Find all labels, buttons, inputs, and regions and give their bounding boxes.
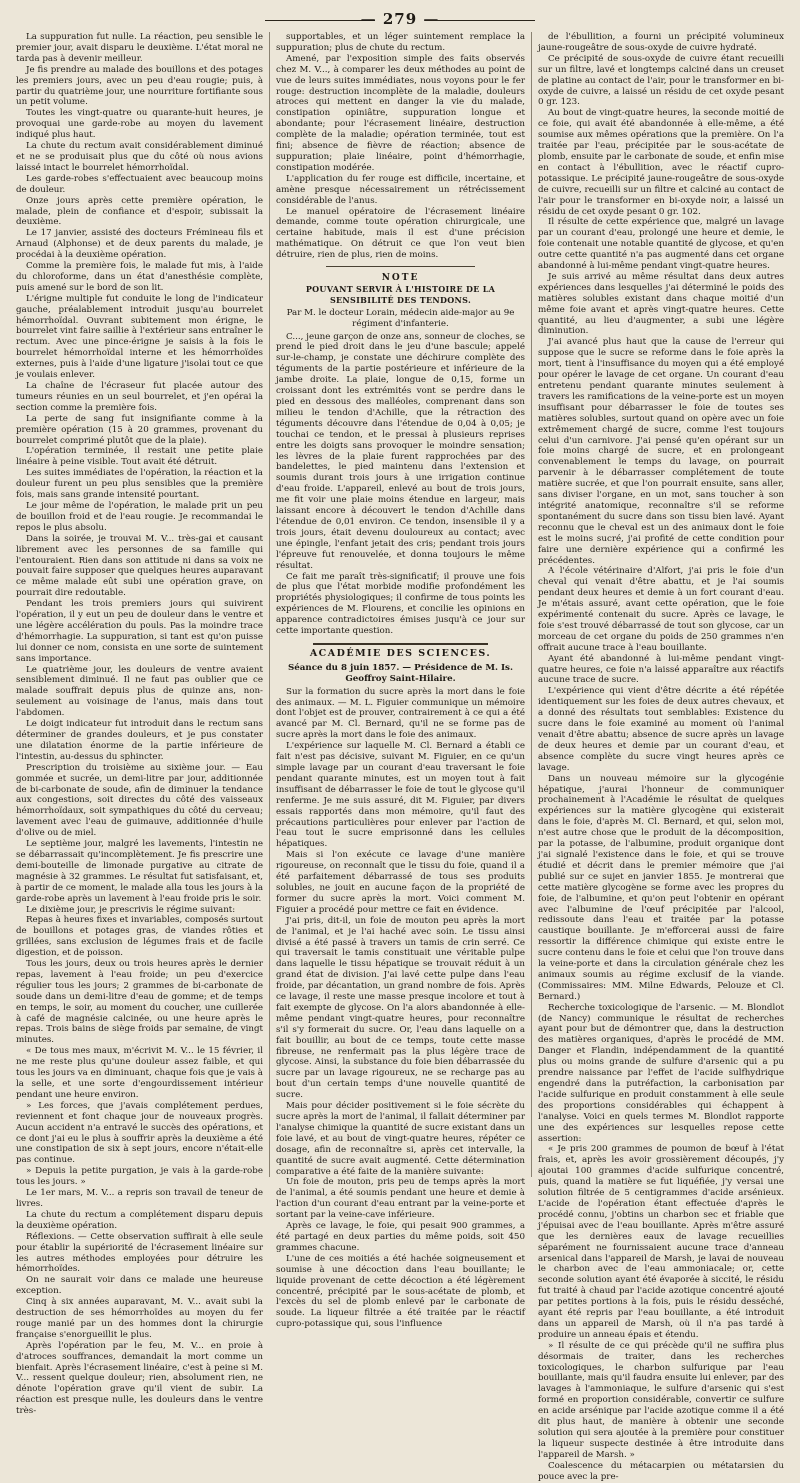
paragraph: Le septième jour, malgré les lavements, l'intestin ne se débarrassait qu'incomplètement. Je fis prescrire une demi-bouteille de limonade purgative au citrate de magnésie à 32 grammes. Le résultat fut satisfaisant, et, à partir de ce moment, le malade alla tous les jours à la garde-robe après un lavement à l'eau froide pris le soir.: [16, 839, 263, 904]
paragraph: » Il résulte de ce qui précède qu'il ne suffira plus désormais de traiter, dans les recherches toxicologiques, le charbon sulfurique par l'eau bouillante, mais qu'il faudra ensuite lui enlever, par des lavages à l'ammoniaque, le sulfure d'arsenic qui s'est formé en proportion considérable, convertir ce sulfure en acide arsénique par l'acide azotique comme il a été dit plus haut, de manière à obtenir une seconde solution qui sera ajoutée à la première pour constituer la liqueur suspecte destinée à être introduite dans l'appareil de Marsh. »: [538, 1340, 784, 1460]
paragraph: L'une de ces moitiés a été hachée soigneusement et soumise à une décoction dans l'eau bouillante; le liquide provenant de cette décoction a été légèrement concentré, précipité par le sous-acétate de plomb, et l'excès du sel de plomb enlevé par le carbonate de soude. La liqueur filtrée a été traitée par le réactif cupro-potassique qui, sous l'influence: [276, 1253, 525, 1330]
paragraph: L'application du fer rouge est difficile, incertaine, et amène presque nécessairement un rétrécissement considérable de l'anus.: [276, 173, 525, 206]
paragraph: Ayant été abandonné à lui-même pendant vingt-quatre heures, ce foie n'a laissé apparaître aux réactifs aucune trace de sucre.: [538, 653, 784, 686]
header-rule-right: [425, 20, 535, 21]
paragraph: J'ai pris, dit-il, un foie de mouton peu après la mort de l'animal, et je l'ai haché avec soin. Le tissu ainsi divisé a été passé à travers un tamis de crin serré. Ce qui traversait le tamis constituait une véritable pulpe dans laquelle le tissu hépatique se trouvait réduit à un grand état de division. J'ai lavé cette pulpe dans l'eau froide, par décantation, un grand nombre de fois. Après ce lavage, il reste une masse presque incolore et tout à fait exempte de glycose. On l'a alors abandonnée à elle-même pendant vingt-quatre heures, pour reconnaître s'il s'y formerait du sucre. Or, l'eau dans laquelle on a fait bouillir, au bout de ce temps, toute cette masse fibreuse, ne renfermait pas la plus légère trace de glycose. Ainsi, la substance du foie bien débarrassée du sucre par un lavage rigoureux, ne se recharge pas au bout d'un certain temps d'une nouvelle quantité de sucre.: [276, 915, 525, 1101]
paragraph: L'expérience qui vient d'être décrite a été répétée identiquement sur les foies de deux autres chevaux, et a donné des résultats tout semblables: Existence du sucre dans le foie examiné au moment où l'animal venait d'être abattu; absence de sucre après un lavage de deux heures et demie par un courant d'eau, et absence complète du sucre vingt heures après ce lavage.: [538, 686, 784, 773]
paragraph: L'opération terminée, il restait une petite plaie linéaire à peine visible. Tout avait été détruit.: [16, 446, 263, 468]
academie-session: Séance du 8 juin 1857. — Présidence de M. Is. Geoffroy Saint-Hilaire.: [288, 662, 513, 684]
paragraph: Les suites immédiates de l'opération, la réaction et la douleur furent un peu plus sensibles que la première fois, mais sans grande intensité pourtant.: [16, 468, 263, 501]
paragraph: Prescription du troisième au sixième jour. — Eau gommée et sucrée, un demi-litre par jour, additionnée de bi-carbonate de soude, afin de diminuer la tendance aux congestions, soit directes du côté des vaisseaux hémorrhoïdaux, soit sympathiques du côté du cerveau; lavement avec l'eau de guimauve, additionnée d'huile d'olive ou de miel.: [16, 762, 263, 839]
paragraph: » Depuis la petite purgation, je vais à la garde-robe tous les jours. »: [16, 1166, 263, 1188]
paragraph: » Les forces, que j'avais complétement perdues, reviennent et font chaque jour de nouveaux progrès. Aucun accident n'a entravé le succès des opérations, et ce dont j'ai eu le plus à souffrir après la deuxième a été une constipation de six à sept jours, encore n'était-elle pas continue.: [16, 1100, 263, 1166]
paragraph: Le quatrième jour, les douleurs de ventre avaient sensiblement diminué. Il ne faut pas oublier que ce malade souffrait depuis plus de quinze ans, non-seulement au voisinage de l'anus, mais dans tout l'abdomen.: [16, 664, 263, 719]
note-body: [276, 332, 525, 637]
paragraph: La perte de sang fut insignifiante comme à la première opération (15 à 20 grammes, provenant du bourrelet comprimé plutôt que de la plaie).: [16, 413, 263, 446]
paragraph: Après ce lavage, le foie, qui pesait 900 grammes, a été partagé en deux parties du même poids, soit 450 grammes chacune.: [276, 1221, 525, 1253]
paragraph: Coalescence du métacarpien ou métatarsien du pouce avec la pre-: [538, 1460, 784, 1482]
separator: [326, 266, 475, 267]
paragraph: Le manuel opératoire de l'écrasement linéaire demande, comme toute opération chirurgicale, une certaine habitude, mais il est d'une précision mathématique. On détruit ce que l'on veut bien détruire, rien de plus, rien de moins.: [276, 206, 525, 261]
section-separator: [313, 643, 487, 645]
paragraph: Un foie de mouton, pris peu de temps après la mort de l'animal, a été soumis pendant une heure et demie à l'action d'un courant d'eau entrant par la veine-porte et sortant par la veine-cave inférieure.: [276, 1177, 525, 1221]
page-header: [10, 8, 790, 32]
paragraph: Tous les jours, deux ou trois heures après le dernier repas, lavement à l'eau froide; un peu d'exercice régulier tous les jours; 2 grammes de bi-carbonate de soude dans un demi-litre d'eau de gomme; et de temps en temps, le soir, au moment du coucher, une cuillerée à café de magnésie calcinée, ou une heure après le repas. Trois bains de siège froids par semaine, de vingt minutes.: [16, 959, 263, 1046]
paragraph: Au bout de vingt-quatre heures, la seconde moitié de ce foie, qui avait été abandonnée à elle-même, a été soumise aux mêmes opérations que la première. On l'a traitée par l'eau, précipitée par le sous-acétate de plomb, ensuite par le carbonate de soude, et enfin mise en contact à l'ébullition, avec le réactif cupro-potassique. Le précipité jaune-rougeâtre de sous-oxyde de cuivre, recueilli sur un filtre et calciné au contact de l'air pour le transformer en bi-oxyde noir, a laissé un résidu de cet oxyde pesant 0 gr. 102.: [538, 108, 784, 217]
paragraph: Pendant les trois premiers jours qui suivirent l'opération, il y eut un peu de douleur dans le ventre et une légère accélération du pouls. Pas la moindre trace d'hémorrhagie. La suppuration, si tant est qu'on puisse lui donner ce nom, consista en une sorte de suintement sans importance.: [16, 599, 263, 664]
paragraph: « De tous mes maux, m'écrivit M. V... le 15 février, il ne me reste plus qu'une douleur assez faible, et qui tous les jours va en diminuant, chaque fois que je vais à la selle, et une sorte d'engourdissement intérieur pendant une heure environ.: [16, 1046, 263, 1100]
page-number: — 279 —: [360, 10, 440, 28]
paragraph: Le dixième jour, je prescrivis le régime suivant:: [26, 904, 236, 915]
paragraph: Le 17 janvier, assisté des docteurs Frémineau fils et Arnaud (Alphonse) et de deux parents du malade, je procédai à la deuxième opération.: [16, 228, 263, 261]
column-2: [269, 32, 531, 1330]
paragraph: Onze jours après cette première opération, le malade, plein de confiance et d'espoir, subissait la deuxième.: [16, 195, 263, 228]
paragraph: Mais pour décider positivement si le foie sécrète du sucre après la mort de l'animal, il fallait déterminer par l'analyse chimique la quantité de sucre existant dans un foie lavé, et au bout de vingt-quatre heures, répéter ce dosage, afin de reconnaître si, après cet intervalle, la quantité de sucre avait augmenté. Cette détermination comparative a été faite de la manière suivante:: [276, 1101, 525, 1177]
paragraph: Mais si l'on exécute ce lavage d'une manière rigoureuse, on reconnaît que le tissu du foie, quand il a été parfaitement débarrassé de tous ses produits solubles, ne jouit en aucune façon de la propriété de former du sucre après la mort. Voici comment M. Figuier a procédé pour mettre ce fait en évidence.: [276, 850, 525, 915]
paragraph: Le 1er mars, M. V... a repris son travail de teneur de livres.: [16, 1188, 263, 1209]
paragraph: Les garde-robes s'effectuaient avec beaucoup moins de douleur.: [16, 173, 263, 195]
paragraph: La chute du rectum a complétement disparu depuis la deuxième opération.: [16, 1209, 263, 1231]
note-title: NOTE: [381, 273, 420, 284]
paragraph: de l'ébullition, a fourni un précipité volumineux jaune-rougeâtre de sous-oxyde de cuivre hydraté.: [538, 32, 784, 53]
note-subtitle: POUVANT SERVIR À L'HISTOIRE DE LA SENSIBILITÉ DES TENDONS.: [305, 283, 496, 305]
paragraph: Après l'opération par le feu, M. V... en proie à d'atroces souffrances, demandait la mort comme un bienfait. Après l'écrasement linéaire, c'est à peine si M. V... ressent quelque douleur; rien, absolument rien, ne dénote l'opération grave qu'il vient de subir. La réaction est presque nulle, les douleurs dans le ventre très-: [16, 1340, 263, 1417]
paragraph: Je suis arrivé au même résultat dans deux autres expériences dans lesquelles j'ai déterminé le poids des matières solubles existant dans chaque moitié d'un même foie avant et après vingt-quatre heures. Cette quantité, au lieu d'augmenter, a subi une légère diminution.: [538, 271, 784, 337]
paragraph: Recherche toxicologique de l'arsenic. — M. Blondlot (de Nancy) communique le résultat de recherches ayant pour but de démontrer que, dans la destruction des matières organiques, d'après le procédé de MM. Danger et Flandin, indépendamment de la quantité plus ou moins grande de sulfure d'arsenic qui a pu prendre naissance par l'effet de l'acide sulfhydrique engendré dans la putréfaction, la carbonisation par l'acide sulfurique en produit constamment à elle seule des proportions considérables qui échappent à l'analyse. Voici en quels termes M. Blondlot rapporte une des expériences sur lesquelles repose cette assertion:: [538, 1002, 784, 1144]
paragraph: Sur la formation du sucre après la mort dans le foie des animaux. — M. L. Figuier communique un mémoire dont l'objet est de prouver, contrairement à ce qui a été avancé par M. Cl. Bernard, qu'il ne se forme pas de sucre après la mort dans le foie des animaux.: [276, 686, 525, 741]
paragraph: Je fis prendre au malade des bouillons et des potages les premiers jours, avec un peu d'eau rougie; puis, à partir du quatrième jour, une nourriture fortifiante sous un petit volume.: [16, 64, 263, 108]
paragraph: J'ai avancé plus haut que la cause de l'erreur qui suppose que le sucre se reforme dans le foie après la mort, tient à l'insuffisance du moyen qui a été employé pour opérer le lavage de cet organe. Un courant d'eau entretenu pendant quarante minutes seulement à travers les ramifications de la veine-porte est un moyen insuffisant pour débarrasser le foie de toutes ses matières solubles, surtout quand on opère avec un foie extrêmement chargé de sucre, comme l'est toujours celui d'un carnivore. J'ai pensé qu'en opérant sur un foie moins chargé de sucre, et en prolongeant convenablement le temps du lavage, on pourrait parvenir à le débarrasser complétement de toute matière sucrée, et que l'on pourrait ensuite, sans aller, sans diviser l'organe, en un mot, sans toucher à son intégrité anatomique, reconnaître s'il se reforme spontanément du sucre dans son tissu bien lavé. Ayant reconnu que le cheval est un des animaux dont le foie est le moins sucré, j'ai profité de cette condition pour faire une dernière expérience qui a confirmé les précédentes.: [538, 337, 784, 566]
column-1: [10, 32, 269, 1417]
paragraph: La chute du rectum avait considérablement diminué et ne se produisait plus que du côté où nous avions laissé intact le bourrelet hémorrhoïdal.: [16, 141, 263, 173]
paragraph: L'expérience sur laquelle M. Cl. Bernard a établi ce fait n'est pas décisive, suivant M. Figuier, en ce qu'un simple lavage par un courant d'eau traversant le foie pendant quarante minutes, est un moyen tout à fait insuffisant de débarrasser le foie de tout le glycose qu'il renferme. Je me suis assuré, dit M. Figuier, par divers essais rapportés dans mon mémoire, qu'il faut des précautions particulières pour enlever par l'action de l'eau tout le sucre emprisonné dans les cellules hépatiques.: [276, 741, 525, 850]
column-3: [531, 32, 790, 1482]
paragraph: Réflexions. — Cette observation suffirait à elle seule pour établir la supériorité de l'écrasement linéaire sur les autres méthodes employées pour détruire les hémorrhoïdes.: [16, 1231, 263, 1275]
paragraph: Il résulte de cette expérience que, malgré un lavage par un courant d'eau, prolongé une heure et demie, le foie contenait une notable quantité de glycose, et qu'en outre cette quantité n'a pas augmenté dans cet organe abandonné à lui-même pendant vingt-quatre heures.: [538, 217, 784, 272]
paragraph: « Je pris 200 grammes de poumon de bœuf à l'état frais, et, après les avoir grossièrement découpés, j'y ajoutai 100 grammes d'acide sulfurique concentré, puis, quand la matière se fut liquéfiée, j'y versai une solution filtrée de 5 centigrammes d'acide arsénieux. L'acide de l'opération étant effectuée d'après le procédé connu, j'obtins un charbon sec et friable que j'épuisai avec de l'eau bouillante. Après m'être assuré que les dernières eaux de lavage recueillies séparément ne fournissaient aucune trace d'anneau arsenical dans l'appareil de Marsh, je lavai de nouveau le charbon avec de l'eau ammoniacale; or, cette seconde solution ayant été évaporée à siccité, le résidu fut traité à chaud par l'acide azotique concentré ajouté par petites portions à la fois, puis le résidu desséché, ayant été repris par l'eau bouillante, a été introduit dans un appareil de Marsh, où il n'a pas tardé à produire un anneau épais et étendu.: [538, 1144, 784, 1340]
paragraph: Amené, par l'exposition simple des faits observés chez M. V..., à comparer les deux méthodes au point de vue de leurs suites immédiates, nous voyons pour le fer rouge: destruction incomplète de la maladie, douleurs atroces qui mettent en danger la vie du malade, constipation opiniâtre, suppuration longue et abondante; pour l'écrasement linéaire, destruction complète de la maladie; opération terminée, tout est fini; absence de fièvre de réaction; absence de suppuration; plaie linéaire, point d'hémorrhagie, constipation modérée.: [276, 53, 525, 173]
paragraph: L'érigne multiple fut conduite le long de l'indicateur gauche, préalablement introduit jusqu'au bourrelet hémorrhoïdal. Ouvrant subitement mon érigne, le bourrelet vint faire saillie à l'extérieur sans entraîner le rectum. Avec une pince-érigne je saisis à la fois le bourrelet hémorrhoïdal interne et les hémorrhoïdes externes, puis à l'aide d'une ligature j'isolai tout ce que je voulais enlever.: [16, 293, 263, 381]
columns: [10, 32, 790, 1482]
paragraph: Ce fait me paraît très-significatif; il prouve une fois de plus que l'état morbide modifie profondément les propriétés physiologiques; il confirme de tous points les expériences de M. Flourens, et concilie les opinions en apparence contradictoires émises jusqu'à ce jour sur cette importante question.: [276, 571, 525, 637]
paragraph: supportables, et un léger suintement remplace la suppuration; plus de chute du rectum.: [276, 32, 525, 53]
paragraph: Repas à heures fixes et invariables, composés surtout de bouillons et potages gras, de viandes rôties et grillées, sans exclusion de légumes frais et de facile digestion, et de poisson.: [16, 915, 263, 959]
academie-title: ACADÉMIE DES SCIENCES.: [309, 647, 492, 659]
academie-body: [276, 687, 525, 1330]
paragraph: C..., jeune garçon de onze ans, sonneur de cloches, se prend le pied droit dans le jeu d'une bascule; appelé sur-le-champ, je constate une déchirure complète des téguments de la partie postérieure et inférieure de la jambe droite. La plaie, longue de 0,15, forme un croissant dont les extrémités vont se perdre dans le pied en dessous des malléoles, comprenant dans son milieu le tendon d'Achille, que la rétraction des téguments découvre dans l'étendue de 0,04 à 0,05; je touchai ce tendon, et le pressai à plusieurs reprises entre les doigts sans provoquer le moindre sensation; les lèvres de la plaie furent rapprochées par des bandelettes, le pied maintenu dans l'extension et soumis durant trois jours à une irrigation continue d'eau froide. L'appareil, enlevé au bout de trois jours, me fit voir une plaie moins étendue en largeur, mais laissant encore à découvert le tendon d'Achille dans l'étendue de 0,01 environ. Ce tendon, insensible il y a trois jours, était devenu douloureux au contact; avec une épingle, l'enfant jetait des cris; pendant trois jours l'épreuve fut renouvelée, et donna toujours le même résultat.: [276, 331, 525, 571]
paragraph: Dans la soirée, je trouvai M. V... très-gai et causant librement avec les personnes de sa famille qui l'entouraient. Rien dans son attitude ni dans sa voix ne pouvait faire supposer que quelques heures auparavant ce même malade eût subi une opération grave, on pourrait dire redoutable.: [16, 533, 263, 599]
paragraph: Dans un nouveau mémoire sur la glycogénie hépatique, j'aurai l'honneur de communiquer prochainement à l'Académie le résultat de quelques expériences sur la matière glycogène qui existerait dans le foie, d'après M. Cl. Bernard, et qui, selon moi, n'est autre chose que le produit de la décomposition, par la potasse, de l'albumine, produit organique dont j'ai signalé l'existence dans le foie, et qui se trouve étudié et décrit dans le premier mémoire que j'ai publié sur ce sujet en janvier 1855. Je montrerai que cette matière glycogène se forme avec les propres du foie, de l'albumine, et qu'on peut l'obtenir en opérant avec l'albumine de l'œuf précipitée par l'alcool, redissoute dans l'eau et traitée par la potasse caustique bouillante. Je m'efforcerai aussi de faire ressortir la différence chimique qui existe entre le sucre contenu dans le foie et celui que l'on trouve dans la veine-porte et dans la circulation générale chez les animaux soumis au régime exclusif de la viande. (Commissaires: MM. Milne Edwards, Pelouze et Cl. Bernard.): [538, 773, 784, 1002]
paragraph: La suppuration fut nulle. La réaction, peu sensible le premier jour, avait disparu le deuxième. L'état moral ne tarda pas à devenir meilleur.: [16, 32, 263, 64]
note-byline: Par M. le docteur Lorain, médecin aide-major au 9e régiment d'infanterie.: [286, 307, 515, 329]
paragraph: Toutes les vingt-quatre ou quarante-huit heures, je provoquai une garde-robe au moyen du lavement indiqué plus haut.: [16, 108, 263, 141]
paragraph: Comme la première fois, le malade fut mis, à l'aide du chloroforme, dans un état d'anesthésie complète, puis amené sur le bord de son lit.: [16, 261, 263, 293]
paragraph: Ce précipité de sous-oxyde de cuivre étant recueilli sur un filtre, lavé et longtemps calciné dans un creuset de platine au contact de l'air, pour le transformer en bi-oxyde de cuivre, a laissé un résidu de cet oxyde pesant 0 gr. 123.: [538, 53, 784, 108]
paragraph: Cinq à six années auparavant, M. V... avait subi la destruction de ses hémorrhoïdes au moyen du fer rouge manié par un des hommes dont la chirurgie française s'enorgueillit le plus.: [16, 1297, 263, 1340]
paragraph: On ne saurait voir dans ce malade une heureuse exception.: [16, 1275, 263, 1297]
paragraph: La chaîne de l'écraseur fut placée autour des tumeurs réunies en un seul bourrelet, et j'en opérai la section comme la première fois.: [16, 381, 263, 413]
paragraph: Le jour même de l'opération, le malade prit un peu de bouillon froid et de l'eau rougie. Je recommandai le repos le plus absolu.: [16, 500, 263, 533]
article-continuation: [276, 32, 525, 261]
paragraph: Le doigt indicateur fut introduit dans le rectum sans déterminer de grandes douleurs, et je pus constater une dilatation énorme de la partie inférieure de l'intestin, au-dessus du sphincter.: [16, 719, 263, 762]
paragraph: A l'école vétérinaire d'Alfort, j'ai pris le foie d'un cheval qui venait d'être abattu, et je l'ai soumis pendant deux heures et demie à un fort courant d'eau. Je m'étais assuré, avant cette opération, que le foie expérimenté contenait du sucre. Après ce lavage, le foie s'est trouvé débarrassé de tout son glycose, car un morceau de cet organe du poids de 250 grammes n'en offrait aucune trace à l'eau bouillante.: [538, 566, 784, 653]
